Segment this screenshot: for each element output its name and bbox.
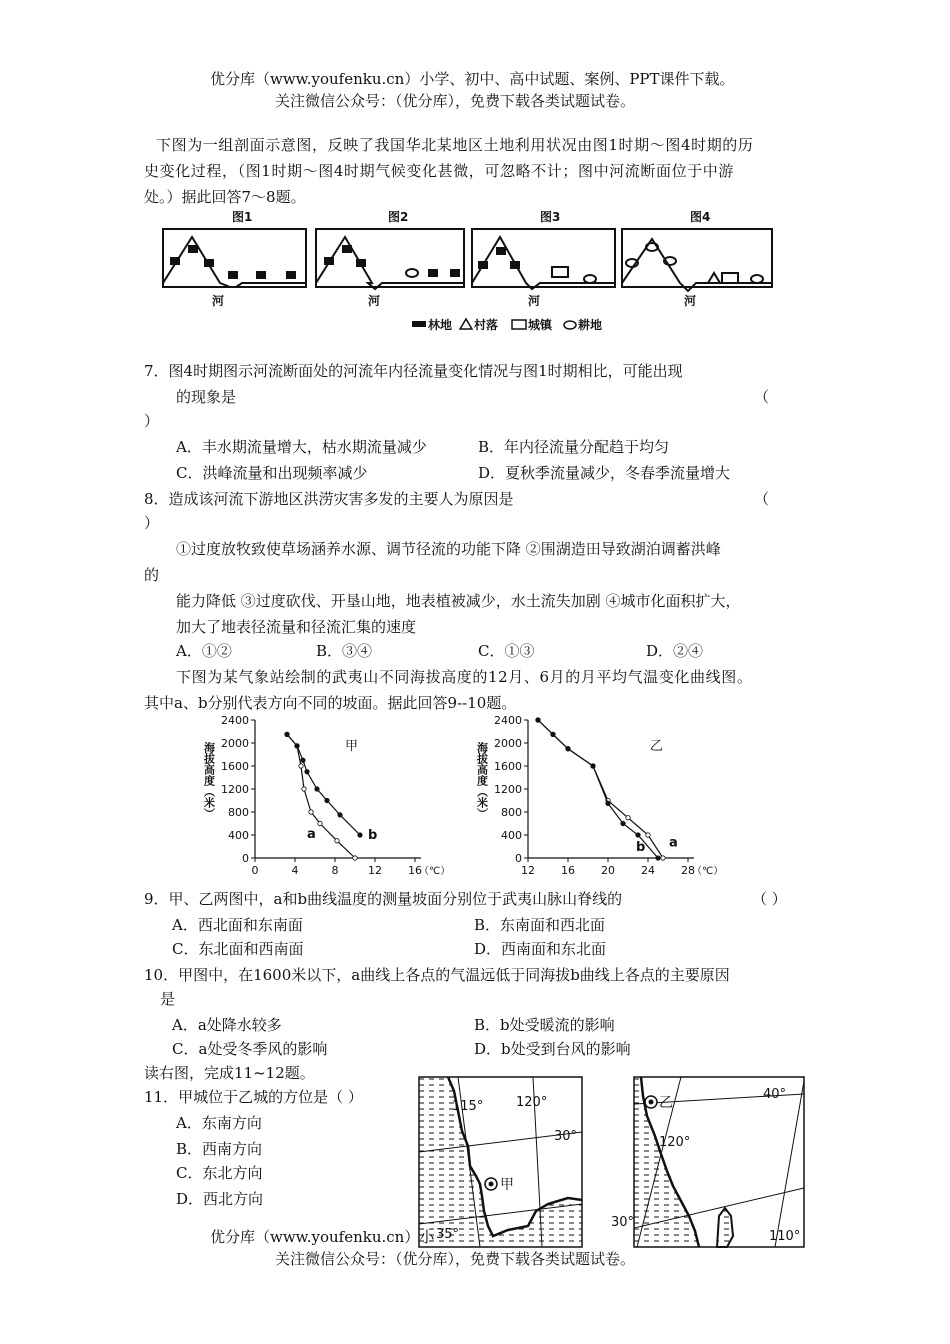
- point-a: [626, 816, 630, 820]
- panel-2-frame: [316, 229, 464, 287]
- y-tick-label: 2400: [221, 714, 249, 727]
- y-tick-label: 1600: [494, 760, 522, 773]
- point-b: [325, 798, 329, 802]
- header-line-1: 优分库（www.youfenku.cn）小学、初中、高中试题、案例、PPT课件下载。: [210, 70, 735, 88]
- x-tick-label: 12: [368, 864, 382, 877]
- q8-paren-left: （: [754, 490, 770, 508]
- q9-option-d: D．西南面和东北面: [474, 940, 607, 958]
- map-left-jia: [418, 1076, 583, 1248]
- legend-town: 城镇: [528, 318, 553, 332]
- point-b: [338, 813, 342, 817]
- q8-line-2: 能力降低 ③过度砍伐、开垦山地，地表植被减少，水土流失加剧 ④城市化面积扩大，: [176, 592, 741, 610]
- series-label-a: a: [307, 826, 316, 842]
- q8-paren-right: ）: [144, 514, 160, 532]
- x-tick-label: 16: [408, 864, 422, 877]
- y-tick-label: 800: [228, 806, 249, 819]
- q8-option-c: C．①③: [478, 642, 535, 660]
- y-tick-label: 2000: [221, 737, 249, 750]
- q10-option-c: C．a处受冬季风的影响: [172, 1040, 328, 1058]
- village-marker: [708, 273, 720, 283]
- map-left-lat-30: 30°: [554, 1129, 578, 1144]
- river-label-1: 河: [212, 294, 225, 308]
- legend-farmland: 耕地: [578, 318, 603, 332]
- panel-2-title: 图2: [388, 210, 409, 224]
- legend-forest: 林地: [428, 318, 453, 332]
- q10-option-a: A．a处降水较多: [172, 1016, 282, 1034]
- point-b: [305, 770, 309, 774]
- point-b: [295, 744, 299, 748]
- q10-stem-1: 10．甲图中，在1600米以下，a曲线上各点的气温远低于同海拔b曲线上各点的主要原因: [144, 966, 730, 984]
- q11-option-c: C．东北方向: [176, 1164, 263, 1182]
- map-left-lat-35: 35°: [436, 1227, 460, 1242]
- map-left-lon-120: 120°: [516, 1095, 548, 1110]
- map-right-lat-40: 40°: [763, 1087, 787, 1102]
- point-b: [301, 758, 305, 762]
- point-a: [299, 764, 303, 768]
- series-label-a: a: [669, 835, 678, 851]
- y-tick-label: 0: [515, 852, 522, 865]
- intro2-line-1: 下图为某气象站绘制的武夷山不同海拔高度的12月、6月的月平均气温变化曲线图。: [176, 668, 753, 686]
- y-tick-label: 400: [501, 829, 522, 842]
- q10-option-d: D．b处受到台风的影响: [474, 1040, 631, 1058]
- panel-4-frame: [622, 229, 772, 287]
- point-b: [591, 764, 595, 768]
- q11-option-b: B．西南方向: [176, 1140, 263, 1158]
- point-a: [353, 856, 357, 860]
- q7-paren-right: ）: [144, 412, 160, 430]
- q11-option-a: A．东南方向: [176, 1114, 262, 1132]
- read-map-instruction: 读右图，完成11~12题。: [144, 1064, 315, 1082]
- point-b: [551, 732, 555, 736]
- temperature-chart-jia: [195, 712, 451, 882]
- q8-line-1: ①过度放牧致使草场涵养水源、调节径流的功能下降 ②围湖造田导致湖泊调蓄洪峰: [176, 540, 721, 558]
- x-tick-label: 4: [291, 864, 299, 877]
- q11-option-d: D．西北方向: [176, 1190, 264, 1208]
- point-b: [636, 833, 640, 837]
- point-a: [309, 810, 313, 814]
- river-label-2: 河: [368, 294, 381, 308]
- q8-line-1b: 的: [144, 566, 160, 584]
- intro2-line-2: 其中a、b分别代表方向不同的坡面。据此回答9--10题。: [144, 694, 517, 712]
- q10-option-b: B．b处受暖流的影响: [474, 1016, 615, 1034]
- city-jia-label: 甲: [500, 1177, 514, 1193]
- chart-title: 乙: [650, 739, 664, 754]
- q8-option-b: B．③④: [316, 642, 373, 660]
- q7-option-d: D．夏秋季流量减少，冬春季流量增大: [478, 464, 731, 482]
- q7-option-a: A．丰水期流量增大，枯水期流量减少: [176, 438, 427, 456]
- point-b: [621, 821, 625, 825]
- panel-3-title: 图3: [540, 210, 561, 224]
- q7-stem-2: 的现象是: [176, 388, 237, 406]
- x-tick-label: 12: [521, 864, 535, 877]
- q11-stem: 11．甲城位于乙城的方位是（ ）: [144, 1088, 363, 1106]
- forest-markers: [170, 245, 520, 279]
- intro1-line-1: 下图为一组剖面示意图，反映了我国华北某地区土地利用状况由图1时期～图4时期的历: [156, 136, 754, 154]
- x-axis-label: （℃）: [692, 866, 724, 877]
- y-tick-label: 800: [501, 806, 522, 819]
- q8-option-d: D．②④: [646, 642, 704, 660]
- footer-line-1: 优分库（www.youfenku.cn）小: [210, 1228, 435, 1246]
- x-tick-label: 28: [681, 864, 695, 877]
- temperature-chart-yi: [468, 712, 724, 882]
- intro1-line-2: 史变化过程，（图1时期～图4时期气候变化甚微，可忽略不计；图中河流断面位于中游: [144, 162, 734, 180]
- panel-1-title: 图1: [232, 210, 253, 224]
- y-tick-label: 0: [242, 852, 249, 865]
- point-b: [536, 718, 540, 722]
- q9-option-c: C．东北面和西南面: [172, 940, 304, 958]
- map-right-lon-110: 110°: [769, 1229, 801, 1244]
- y-tick-label: 1200: [221, 783, 249, 796]
- point-a: [661, 856, 665, 860]
- y-tick-label: 2400: [494, 714, 522, 727]
- series-label-b: b: [636, 840, 646, 856]
- y-axis-label: 海拔高度（米）: [475, 742, 489, 819]
- point-a: [318, 821, 322, 825]
- point-a: [302, 787, 306, 791]
- map-right-lat-30: 30°: [611, 1215, 635, 1230]
- point-b: [315, 787, 319, 791]
- river-label-3: 河: [528, 294, 541, 308]
- q7-option-b: B．年内径流量分配趋于均匀: [478, 438, 670, 456]
- footer-line-2: 关注微信公众号：（优分库），免费下载各类试题试卷。: [275, 1250, 636, 1268]
- x-tick-label: 24: [641, 864, 655, 877]
- river-label-4: 河: [684, 294, 697, 308]
- point-a: [335, 839, 339, 843]
- map-left-lon-115: 115°: [452, 1099, 484, 1114]
- q7-paren-left: （: [754, 388, 770, 406]
- y-axis-label: 海拔高度（米）: [202, 742, 216, 819]
- q7-stem-1: 7．图4时期图示河流断面处的河流年内径流量变化情况与图1时期相比，可能出现: [144, 362, 683, 380]
- q9-option-b: B．东南面和西北面: [474, 916, 606, 934]
- x-axis-label: （℃）: [419, 866, 451, 877]
- q8-line-3: 加大了地表径流量和径流汇集的速度: [176, 618, 417, 636]
- x-tick-label: 16: [561, 864, 575, 877]
- point-b: [656, 856, 660, 860]
- island-right: [717, 1208, 733, 1247]
- map-right-yi: [611, 1076, 805, 1248]
- panel-3-frame: [472, 229, 615, 287]
- q9-stem: 9．甲、乙两图中，a和b曲线温度的测量坡面分别位于武夷山脉山脊线的: [144, 890, 623, 908]
- land-use-profile-figure: [160, 205, 775, 340]
- intro1-line-3: 处。）据此回答7～8题。: [144, 188, 306, 206]
- point-a: [646, 833, 650, 837]
- header-line-2: 关注微信公众号：（优分库），免费下载各类试题试卷。: [275, 92, 636, 110]
- point-b: [566, 747, 570, 751]
- series-line-b: [538, 720, 658, 858]
- q8-option-a: A．①②: [176, 642, 232, 660]
- point-b: [285, 732, 289, 736]
- series-label-b: b: [368, 828, 378, 843]
- panel-4-title: 图4: [690, 210, 711, 224]
- y-tick-label: 2000: [494, 737, 522, 750]
- q10-stem-2: 是: [160, 990, 176, 1008]
- x-tick-label: 20: [601, 864, 615, 877]
- point-b: [606, 801, 610, 805]
- x-tick-label: 8: [331, 864, 339, 877]
- q9-option-a: A．西北面和东南面: [172, 916, 303, 934]
- point-b: [358, 833, 362, 837]
- map-right-lon-120: 120°: [659, 1135, 691, 1150]
- city-yi-label: 乙: [659, 1095, 673, 1111]
- q7-option-c: C．洪峰流量和出现频率减少: [176, 464, 368, 482]
- y-tick-label: 1200: [494, 783, 522, 796]
- q9-paren: （ ）: [752, 890, 787, 908]
- profile-legend: [412, 317, 602, 332]
- q8-stem: 8．造成该河流下游地区洪涝灾害多发的主要人为原因是: [144, 490, 514, 508]
- chart-title: 甲: [345, 739, 359, 754]
- series-line-a: [538, 720, 663, 858]
- legend-village: 村落: [474, 318, 499, 332]
- y-tick-label: 400: [228, 829, 249, 842]
- y-tick-label: 1600: [221, 760, 249, 773]
- x-tick-label: 0: [251, 864, 259, 877]
